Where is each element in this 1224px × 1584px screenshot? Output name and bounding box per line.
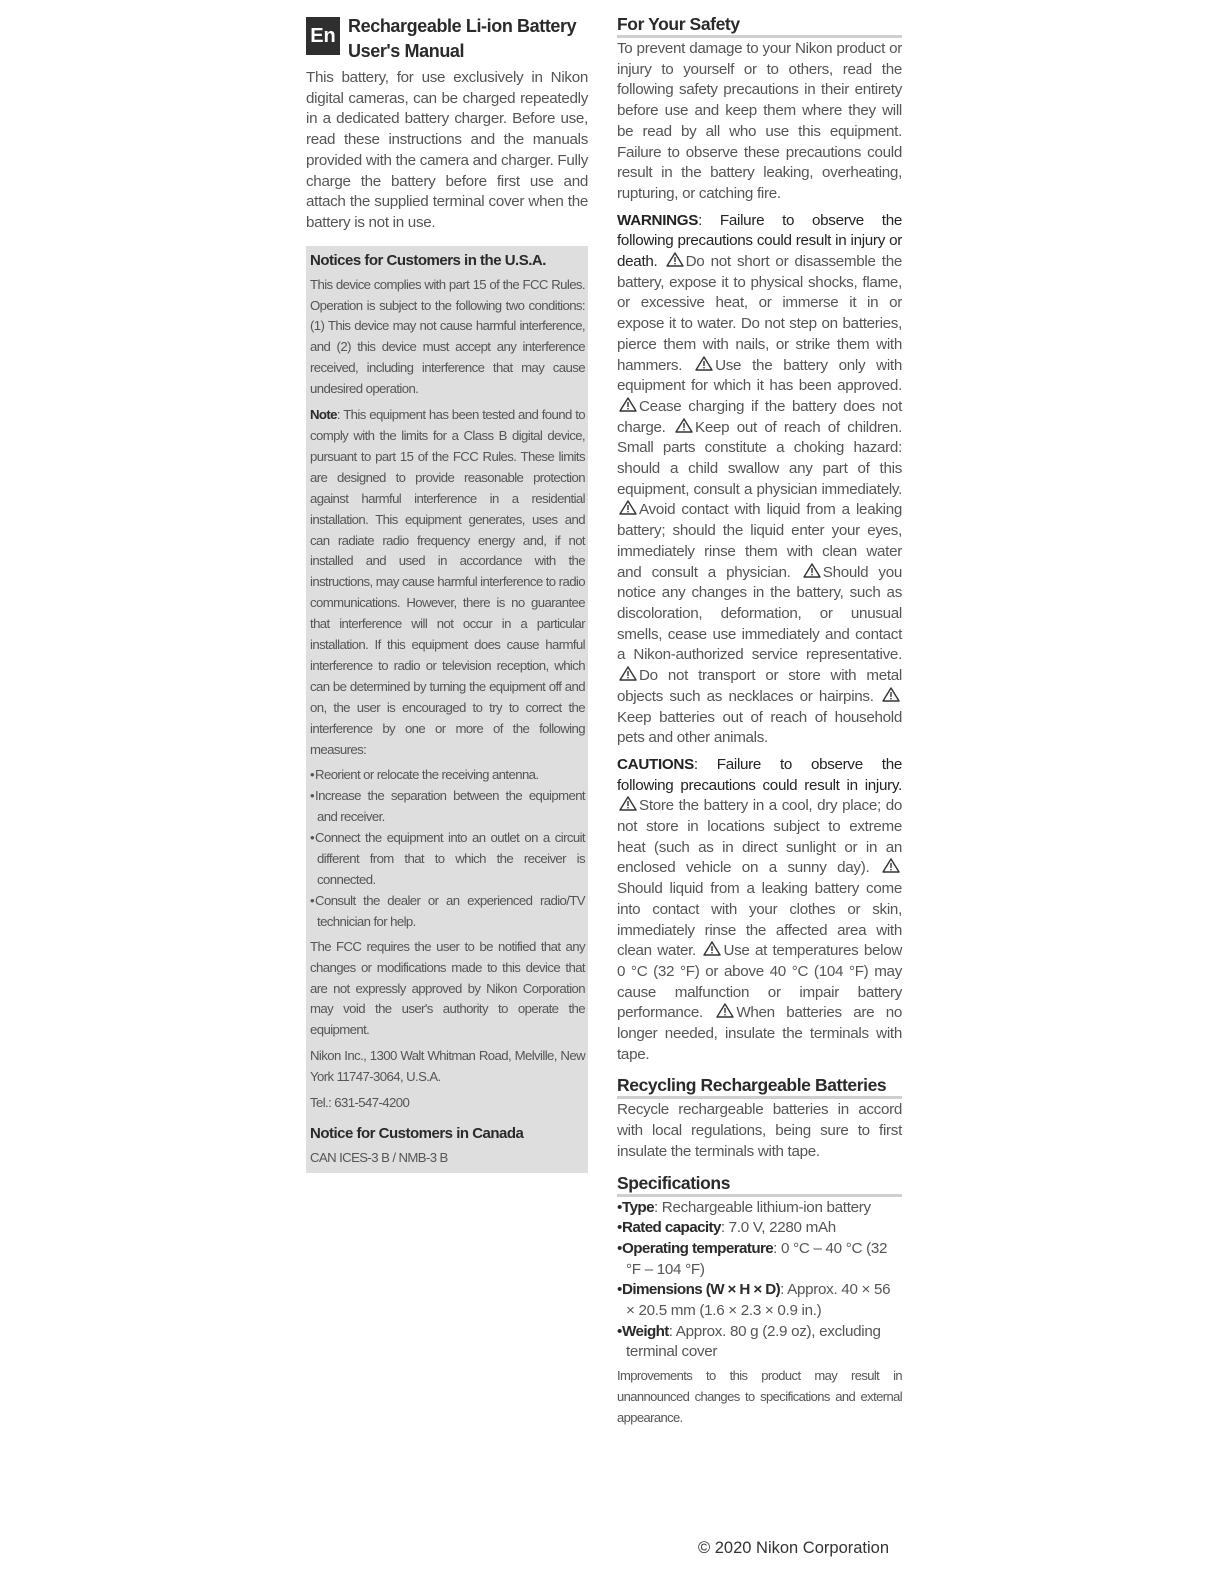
warning-triangle-icon [882, 687, 900, 702]
nikon-telephone: Tel.: 631-547-4200 [310, 1095, 410, 1111]
specifications-heading: Specifications [617, 1173, 902, 1197]
language-badge: En [306, 17, 340, 55]
warning-triangle-icon [716, 1003, 734, 1018]
spec-label: Rated capacity [622, 1219, 721, 1237]
warnings-lead: : Failure to observe the following precautions could result in injury or death. [617, 211, 902, 271]
note-label: Note [310, 407, 337, 423]
cautions-paragraph [617, 755, 902, 1066]
warning-item: Cease charging if the battery does not charge. [617, 397, 902, 436]
warnings-paragraph [617, 211, 902, 749]
warning-triangle-icon [695, 356, 713, 371]
title-line-2: User's Manual [348, 41, 465, 61]
warning-triangle-icon [619, 796, 637, 811]
spec-rated-capacity [617, 1218, 902, 1239]
warning-item: Keep batteries out of reach of household pets and other animals. [617, 708, 902, 747]
warning-triangle-icon [675, 418, 693, 433]
warnings-label: WARNINGS [617, 211, 699, 229]
spec-label: Type [622, 1198, 654, 1216]
spec-label: Weight [622, 1322, 669, 1340]
cautions-label: CAUTIONS [617, 755, 694, 773]
document-title [348, 14, 576, 64]
right-column [617, 14, 902, 1428]
warning-triangle-icon [619, 666, 637, 681]
fcc-note-paragraph [310, 405, 585, 760]
caution-item: When batteries are no longer needed, insulate the terminals with tape. [617, 1004, 902, 1063]
intro-paragraph: This battery, for use exclusively in Nikon digital cameras, can be charged repeatedly in a dedicated battery charger. Before use, read these instructions and the manuals provided with the camera and charger. Fully charge the battery before first use and attach the supplied terminal cover when the battery is not in use. [306, 69, 588, 231]
specifications-note: Improvements to this product may result in unannounced changes to specifications and external appearance. [617, 1368, 902, 1426]
list-item: • Increase the separation between the equipment and receiver. [310, 786, 585, 828]
nikon-address: Nikon Inc., 1300 Walt Whitman Road, Melville, New York 11747-3064, U.S.A. [310, 1048, 585, 1085]
spec-dimensions [617, 1280, 902, 1321]
spec-value: : 7.0 V, 2280 mAh [720, 1219, 836, 1237]
caution-item: Use at temperatures below 0 °C (32 °F) or above 40 °C (104 °F) may cause malfunction or impair battery performance. [617, 942, 903, 1022]
spec-type [617, 1198, 902, 1219]
spec-value: : Rechargeable lithium-ion battery [653, 1198, 871, 1216]
warning-triangle-icon [666, 252, 684, 267]
title-line-1: Rechargeable Li-ion Battery [348, 16, 577, 36]
list-item: • Consult the dealer or an experienced radio/TV technician for help. [310, 891, 585, 933]
left-column [306, 14, 588, 1173]
warning-triangle-icon [882, 858, 900, 873]
spec-value: : Approx. 40 × 56 × 20.5 mm (1.6 × 2.3 × 0.9 in.) [626, 1281, 891, 1320]
canada-heading: Notice for Customers in Canada [310, 1124, 524, 1142]
note-text: : This equipment has been tested and found to comply with the limits for a Class B digital device, pursuant to part 15 of the FCC Rules. These limits are designed to provide reasonable protection against harmful interference in a residential installation. This equipment generates, uses and can radiate radio frequency energy and, if not installed and used in accordance with the instructions, may cause harmful interference to radio communications. However, there is no guarantee that interference will not occur in a particular installation. If this equipment does cause harmful interference to radio or television reception, which can be determined by turning the equipment off and on, the user is encouraged to try to correct the interference by one or more of the following measures: [310, 407, 585, 757]
safety-heading: For Your Safety [617, 14, 902, 38]
recycling-text: Recycle rechargeable batteries in accord with local regulations, being sure to first insulate the terminals with tape. [617, 1101, 902, 1160]
warning-item: Use the battery only with equipment for which it has been approved. [617, 356, 902, 395]
warning-item: Avoid contact with liquid from a leaking battery; should the liquid enter your eyes, immediately rinse them with clean water and consult a physician. [617, 501, 902, 581]
recycling-heading: Recycling Rechargeable Batteries [617, 1075, 902, 1099]
warning-triangle-icon [703, 941, 721, 956]
warning-item: Do not transport or store with metal objects such as necklaces or hairpins. [617, 667, 902, 705]
list-item: • Connect the equipment into an outlet on a circuit different from that to which the receiver is connected. [310, 828, 585, 891]
warning-item: Do not short or disassemble the battery, expose it to physical shocks, flame, or excessive heat, or immerse it in or expose it to water. Do not step on batteries, pierce them with nails, or strike them with hammers. [617, 253, 903, 374]
cautions-lead: : Failure to observe the following precautions could result in injury. [617, 755, 902, 794]
spec-weight [617, 1322, 902, 1363]
warning-item: Should you notice any changes in the battery, such as discoloration, deformation, or unusual smells, cease use immediately and contact a Nikon-authorized service representative. [617, 563, 902, 664]
safety-intro: To prevent damage to your Nikon product or injury to yourself or to others, read the following safety precautions in their entirety before use and keep them where they will be read by all who use this equipment. Failure to observe these precautions could result in the battery leaking, overheating, rupturing, or catching fire. [617, 40, 902, 202]
warning-item: Keep out of reach of children. Small parts constitute a choking hazard: should a child swallow any part of this equipment, consult a physician immediately. [617, 418, 902, 498]
fcc-compliance-paragraph: This device complies with part 15 of the FCC Rules. Operation is subject to the following two conditions: (1) This device may not cause harmful interference, and (2) this device must accept any interference received, including interference that may cause undesired operation. [310, 276, 585, 397]
measures-list [310, 765, 585, 932]
list-item: • Reorient or relocate the receiving antenna. [310, 765, 585, 786]
us-notices-box [306, 246, 588, 1173]
document-header [306, 14, 588, 64]
usa-heading: Notices for Customers in the U.S.A. [310, 251, 546, 269]
specifications-list [617, 1198, 902, 1364]
warning-triangle-icon [803, 563, 821, 578]
spec-value: : 0 °C – 40 °C (32 °F – 104 °F) [626, 1239, 888, 1278]
spec-operating-temperature [617, 1239, 902, 1280]
warning-triangle-icon [619, 397, 637, 412]
caution-item: Should liquid from a leaking battery come into contact with your clothes or skin, immediately rinse the affected area with clean water. [617, 880, 902, 960]
spec-label: Dimensions (W × H × D) [622, 1281, 781, 1299]
spec-value: : Approx. 80 g (2.9 oz), excluding terminal cover [626, 1322, 881, 1361]
warning-triangle-icon [619, 500, 637, 515]
canada-ices-text: CAN ICES-3 B / NMB-3 B [310, 1149, 448, 1165]
caution-item: Store the battery in a cool, dry place; do not store in locations subject to extreme heat (such as in direct sunlight or in an enclosed vehicle on a sunny day). [617, 797, 902, 877]
copyright-notice: © 2020 Nikon Corporation [698, 1539, 890, 1557]
spec-label: Operating temperature [622, 1239, 774, 1257]
fcc-modification-paragraph: The FCC requires the user to be notified that any changes or modifications made to this device that are not expressly approved by Nikon Corporation may void the user's authority to operate the equipment. [310, 938, 585, 1038]
